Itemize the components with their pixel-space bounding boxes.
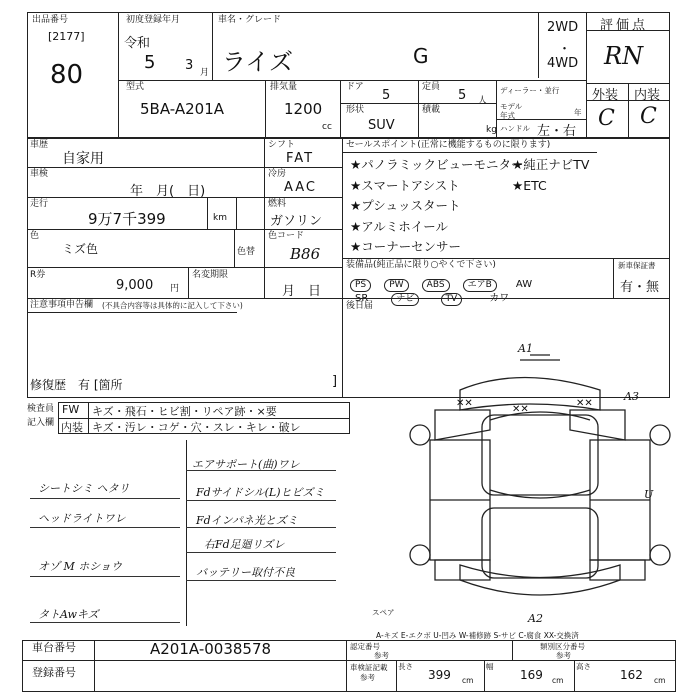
mark-a3: A3 (624, 390, 639, 403)
seat-value: 5 (458, 88, 467, 103)
width-unit: cm (552, 676, 564, 685)
drive-2wd: 2WD (547, 20, 579, 35)
equip-sub: (純正品に限り○やくで下さい) (373, 260, 496, 270)
ac-value: AAC (284, 180, 317, 195)
mileage-value: 9万7千399 (88, 210, 166, 228)
notes-left-1: ヘッドライトワレ (38, 512, 126, 525)
mileage-label: 走行 (30, 199, 49, 209)
type-label: 型式 (126, 82, 145, 92)
load-label: 積載 (422, 105, 441, 115)
x-marks-3: ✕✕ (576, 398, 593, 409)
repair-label: 修復歴 有 [箇所 (30, 378, 123, 392)
equip-tv: TV (441, 293, 463, 306)
lot-number: 80 (50, 60, 84, 90)
equip-navi: ナビ (391, 293, 419, 306)
x-marks: ✕✕ (456, 398, 473, 409)
lot-sub: [2177] (48, 30, 85, 43)
disp-value: 1200 (284, 100, 323, 118)
handle-value: 左・右 (537, 124, 577, 139)
recycle-label: R券 (30, 270, 46, 280)
seat-unit: 人 (478, 96, 488, 106)
dealer-label: ディーラー・並行 (500, 86, 560, 95)
disp-unit: cc (322, 122, 332, 132)
notes-right-1: Fdサイドシル(L)ヒビズミ (196, 486, 325, 499)
notes-right-2: Fdインパネ光とズミ (196, 514, 298, 527)
car-diagram (400, 340, 680, 630)
int-value: C (640, 104, 657, 129)
equip-airbag: エアB (463, 279, 497, 292)
len-label: 長さ (398, 662, 413, 671)
notes-right-3: 右Fd足廻リズレ (204, 538, 285, 551)
sales-point: ★ETC (512, 177, 547, 193)
era: 令和 (124, 36, 151, 51)
certified-label: 認定番号 (350, 642, 380, 651)
equip-pw: PW (384, 279, 408, 292)
inspector-label-2: 記入欄 (27, 418, 55, 428)
rear-label: 後日届 (346, 301, 374, 311)
name-change-value: 月 日 (282, 284, 322, 299)
sales-point: ★スマートアシスト (350, 177, 460, 193)
notes-right-4: バッテリー取付不良 (196, 566, 295, 579)
certified-sub: 参考 (374, 651, 389, 660)
int-label: 内装 (634, 88, 661, 103)
color-value: ミズ色 (62, 242, 99, 256)
load-unit: kg (486, 125, 497, 135)
equip-leather: カワ (489, 293, 510, 304)
disp-label: 排気量 (270, 82, 298, 92)
new-car-label: 新車保証書 (618, 261, 656, 270)
width-label: 幅 (486, 662, 494, 671)
door-value: 5 (382, 88, 391, 103)
notes-right-0: エアサポート(曲)ワレ (192, 458, 300, 471)
chassis-label: 車台番号 (32, 641, 76, 654)
sales-point: ★プシュッスタート (350, 198, 461, 213)
color-label: 色 (30, 231, 40, 241)
repair-end: ] (332, 374, 338, 389)
equip-aw: AW (515, 279, 533, 290)
handle-label: ハンドル (500, 124, 530, 133)
shape-label: 形状 (346, 105, 365, 115)
sales-point: ★純正ナビTV (512, 157, 590, 172)
reg-no-label: 登録番号 (32, 666, 76, 679)
inspection-value: 年 月( 日) (130, 184, 206, 199)
model-year-unit: 年 (574, 108, 582, 117)
history-value: 自家用 (62, 151, 104, 167)
height-label: 高さ (576, 662, 591, 671)
color-code-label: 色コード (268, 231, 305, 241)
mark-a1: A1 (518, 342, 533, 355)
chassis-value: A201A-0038578 (150, 640, 272, 658)
reg-label: 初度登録年月 (126, 15, 181, 25)
door-label: ドア (346, 82, 364, 92)
shape-value: SUV (368, 118, 395, 133)
color-code-value: B86 (290, 245, 321, 263)
sales-point: ★コーナーセンサー (350, 239, 461, 254)
equip-row-2 (355, 286, 509, 306)
drive-dot: ・ (558, 42, 572, 57)
fuel-label: 燃料 (268, 199, 287, 209)
notes-sub: (不具合内容等は具体的に記入して下さい) (102, 301, 243, 310)
fuel-value: ガソリン (270, 214, 323, 229)
sales-list (350, 155, 523, 258)
shift-value: FAT (286, 151, 315, 166)
fw-label: FW (62, 403, 80, 416)
recycle-unit: 円 (170, 284, 180, 294)
sales-list-right (512, 155, 589, 196)
fw-items: キズ・飛石・ヒビ割・リペア跡・×要 (92, 405, 277, 418)
grade: G (413, 44, 429, 68)
ac-label: 冷房 (268, 169, 287, 179)
score-value: RN (604, 42, 644, 70)
model-label: 車名・グレード (218, 15, 282, 25)
cert-label: 車検証記載 (350, 663, 388, 672)
sales-point: ★アルミホイール (350, 218, 448, 234)
color-change-label: 色替 (237, 247, 256, 257)
equip-ps: PS (350, 279, 371, 292)
mark-u: U (644, 488, 654, 501)
int-items: キズ・汚レ・コゲ・穴・スレ・キレ・破レ (92, 421, 301, 434)
inspection-label: 車検 (30, 169, 49, 179)
sales-label-text: セールスポイント (346, 140, 418, 150)
int-label-row: 内装 (61, 421, 83, 434)
len-unit: cm (462, 676, 474, 685)
notes-left-2: オゾ M ホショウ (38, 560, 123, 573)
drive-4wd: 4WD (547, 56, 579, 71)
score-label: 評価点 (600, 18, 649, 33)
equip-label-text: 装備品 (346, 260, 374, 270)
model-name: ライズ (222, 48, 294, 76)
cert-sub: 参考 (360, 673, 375, 682)
sales-point: ★パノラミックビューモニター (350, 157, 524, 172)
x-marks-2: ✕✕ (512, 404, 529, 415)
type-num-label: 類別区分番号 (540, 642, 585, 651)
legend: A-キズ E-エクボ U-凹み W-補修跡 S-サビ C-腐食 XX-交換済 (376, 631, 579, 640)
name-change-label: 名変期限 (192, 270, 229, 280)
mileage-unit: km (213, 213, 227, 223)
sales-sub: (正常に機能するものに限ります) (417, 140, 551, 150)
recycle-value: 9,000 (116, 278, 154, 293)
notes-label: 注意事項申告欄 (30, 300, 94, 310)
equip-abs: ABS (422, 279, 450, 292)
equip-label (346, 260, 496, 270)
height-value: 162 (620, 668, 643, 682)
spare-label: スペア (372, 608, 395, 617)
type-num-sub: 参考 (556, 651, 571, 660)
height-unit: cm (654, 676, 666, 685)
inspector-label-1: 検査員 (27, 404, 55, 414)
type-value: 5BA-A201A (140, 100, 225, 118)
reg-year: 5 (144, 52, 156, 73)
shift-label: シフト (268, 140, 296, 150)
ext-value: C (598, 106, 615, 131)
equip-sr: SR (355, 293, 369, 304)
width-value: 169 (520, 668, 543, 682)
sales-label (346, 140, 550, 150)
ext-label: 外装 (592, 88, 619, 103)
reg-month-unit: 月 (200, 68, 210, 78)
lot-label: 出品番号 (32, 15, 69, 25)
history-label: 車歴 (30, 140, 49, 150)
notes-left-0: シートシミ ヘタリ (38, 482, 130, 495)
notes-left-3: タトAwキズ (38, 608, 99, 621)
len-value: 399 (428, 668, 451, 682)
reg-month: 3 (185, 58, 194, 73)
model-year-label: モデル年式 (500, 102, 523, 120)
mark-a2: A2 (528, 612, 543, 625)
new-car-value: 有・無 (620, 280, 660, 295)
seat-label: 定員 (422, 82, 441, 92)
